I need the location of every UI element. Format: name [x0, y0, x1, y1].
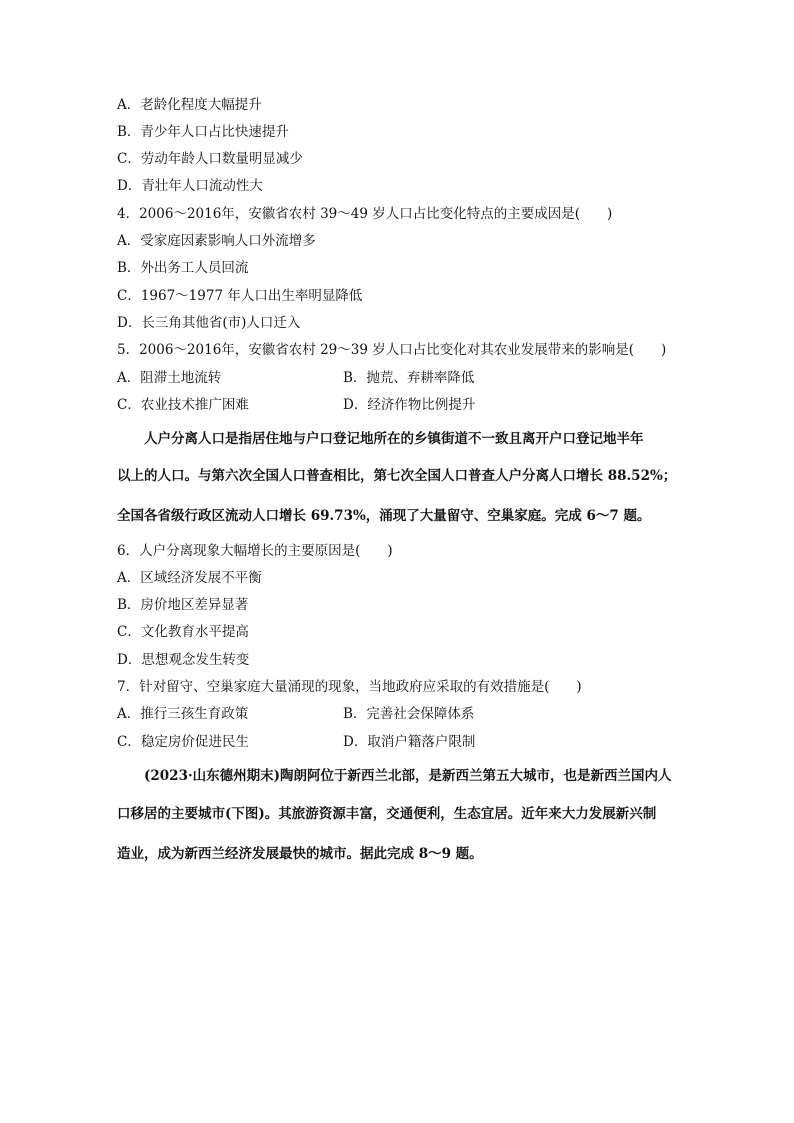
q4-option-c: C．1967～1977 年人口出生率明显降低 — [117, 288, 363, 304]
q3-option-c: C．劳动年龄人口数量明显减少 — [117, 151, 303, 167]
q3-option-b: B．青少年人口占比快速提升 — [117, 124, 289, 140]
q5-option-a: A．阻滞土地流转 — [117, 370, 222, 386]
material-1-line-1: 人户分离人口是指居住地与户口登记地所在的乡镇街道不一致且离开户口登记地半年 — [144, 431, 644, 447]
q4-option-a: A．受家庭因素影响人口外流增多 — [117, 233, 316, 249]
q5-option-d: D．经济作物比例提升 — [343, 397, 476, 413]
material-1-line-3: 全国各省级行政区流动人口增长 69.73%，涌现了大量留守、空巢家庭。完成 6～7 题。 — [117, 508, 651, 524]
q7-stem: 7．针对留守、空巢家庭大量涌现的现象，当地政府应采取的有效措施是( ) — [117, 679, 582, 695]
q3-option-a: A．老龄化程度大幅提升 — [117, 97, 262, 113]
q6-option-b: B．房价地区差异显著 — [117, 597, 249, 613]
q5-option-b: B．抛荒、弃耕率降低 — [343, 370, 475, 386]
q6-option-d: D．思想观念发生转变 — [117, 652, 250, 668]
q6-stem: 6．人户分离现象大幅增长的主要原因是( ) — [117, 543, 393, 559]
q3-option-d: D．青壮年人口流动性大 — [117, 178, 263, 194]
material-2-line-2: 口移居的主要城市(下图)。其旅游资源丰富，交通便利，生态宜居。近年来大力发展新兴制 — [117, 806, 657, 822]
q7-option-c: C．稳定房价促进民生 — [117, 734, 249, 750]
q4-stem: 4．2006～2016年，安徽省农村 39～49 岁人口占比变化特点的主要成因是( ) — [117, 206, 613, 222]
q4-option-d: D．长三角其他省(市)人口迁入 — [117, 315, 301, 331]
q7-option-d: D．取消户籍落户限制 — [343, 734, 476, 750]
q5-stem: 5．2006～2016年，安徽省农村 29～39 岁人口占比变化对其农业发展带来的影响是( ) — [117, 342, 667, 358]
material-2-line-1: (2023·山东德州期末)陶朗阿位于新西兰北部，是新西兰第五大城市，也是新西兰国内人 — [144, 768, 672, 784]
q6-option-c: C．文化教育水平提高 — [117, 624, 249, 640]
q6-option-a: A．区域经济发展不平衡 — [117, 570, 262, 586]
q7-option-a: A．推行三孩生育政策 — [117, 706, 249, 722]
q4-option-b: B．外出务工人员回流 — [117, 260, 249, 276]
q7-option-b: B．完善社会保障体系 — [343, 706, 475, 722]
material-1-line-2: 以上的人口。与第六次全国人口普查相比，第七次全国人口普查人户分离人口增长 88.52%； — [117, 468, 677, 484]
material-2-line-3: 造业，成为新西兰经济发展最快的城市。据此完成 8～9 题。 — [117, 846, 483, 862]
q5-option-c: C．农业技术推广困难 — [117, 397, 249, 413]
